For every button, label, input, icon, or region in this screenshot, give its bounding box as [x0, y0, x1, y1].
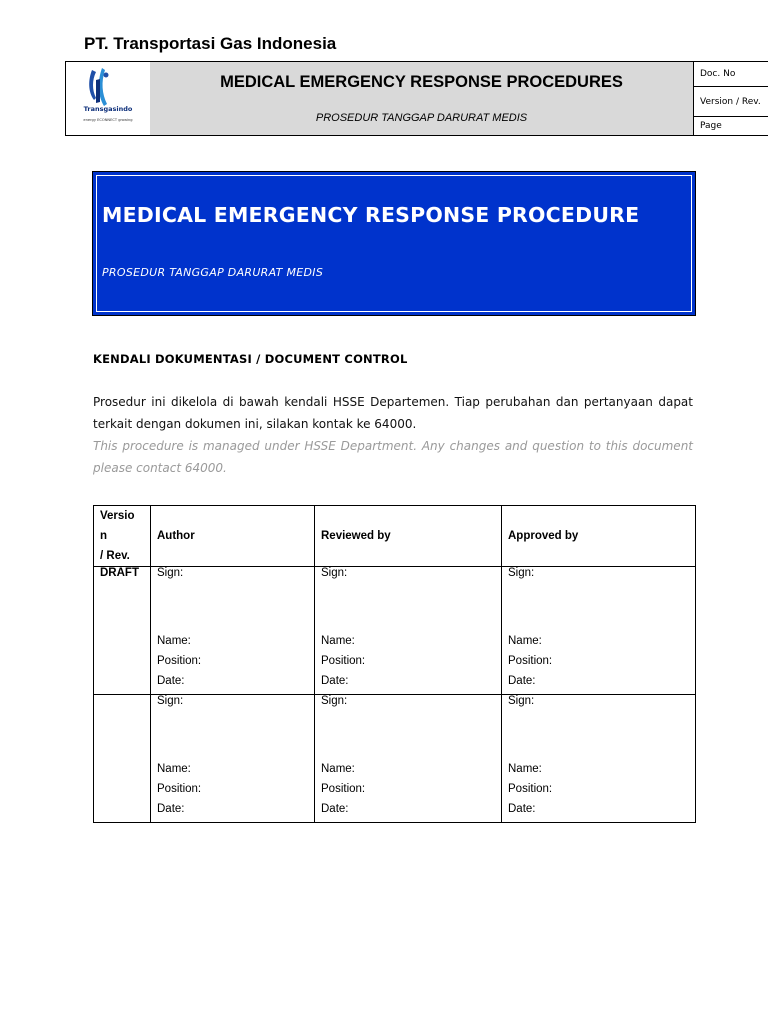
- approver-signature-cell: [502, 567, 696, 695]
- position-label: Position:: [321, 655, 366, 667]
- table-row: [94, 567, 696, 695]
- reviewer-signature-cell: [315, 567, 502, 695]
- date-label: Date:: [321, 803, 349, 815]
- reviewed-header: Reviewed by: [315, 506, 502, 567]
- header-subtitle: PROSEDUR TANGGAP DARURAT MEDIS: [315, 112, 528, 124]
- header-title: MEDICAL EMERGENCY RESPONSE PROCEDURES: [220, 73, 623, 91]
- date-label: Date:: [157, 675, 185, 687]
- logo-name: Transgasindo: [83, 105, 133, 113]
- author-header: Author: [151, 506, 315, 567]
- document-control-heading: KENDALI DOKUMENTASI / DOCUMENT CONTROL: [93, 352, 408, 366]
- banner-title: MEDICAL EMERGENCY RESPONSE PROCEDURE: [102, 203, 640, 227]
- logo-cell: [66, 62, 151, 135]
- sign-label: Sign:: [157, 567, 184, 579]
- name-label: Name:: [321, 635, 355, 647]
- version-header-line1: Versio: [100, 510, 135, 522]
- date-label: Date:: [321, 675, 349, 687]
- transgasindo-logo-icon: [66, 62, 150, 135]
- sign-label: Sign:: [508, 695, 535, 707]
- document-control-text-id: Prosedur ini dikelola di bawah kendali HSSE Departemen. Tiap perubahan dan pertanyaan dapat terkait dengan dokumen ini, silakan kontak ke 64000.: [93, 395, 693, 431]
- page-label: Page: [700, 121, 722, 131]
- name-label: Name:: [508, 763, 542, 775]
- title-banner-inner: [96, 175, 692, 312]
- title-banner: [92, 171, 696, 316]
- sign-label: Sign:: [321, 695, 348, 707]
- sign-label: Sign:: [508, 567, 535, 579]
- position-label: Position:: [157, 655, 202, 667]
- approval-table: [93, 505, 696, 823]
- table-row: [94, 695, 696, 823]
- banner-subtitle: PROSEDUR TANGGAP DARURAT MEDIS: [102, 266, 324, 279]
- name-label: Name:: [508, 635, 542, 647]
- name-label: Name:: [157, 635, 191, 647]
- approval-header-row: [94, 506, 696, 567]
- approved-header: Approved by: [502, 506, 696, 567]
- date-label: Date:: [508, 803, 536, 815]
- rev-cell: [94, 695, 151, 823]
- logo-tagline: energy ECONNECT growing: [83, 118, 133, 122]
- company-name: PT. Transportasi Gas Indonesia: [84, 34, 337, 53]
- position-label: Position:: [321, 783, 366, 795]
- author-signature-cell: [151, 695, 315, 823]
- date-label: Date:: [508, 675, 536, 687]
- name-label: Name:: [157, 763, 191, 775]
- approver-signature-cell: [502, 695, 696, 823]
- doc-no-label: Doc. No: [694, 62, 768, 87]
- position-label: Position:: [157, 783, 202, 795]
- header-meta-cell: [694, 62, 768, 135]
- sign-label: Sign:: [157, 695, 184, 707]
- reviewer-signature-cell: [315, 695, 502, 823]
- version-header-line2: n: [100, 530, 108, 542]
- name-label: Name:: [321, 763, 355, 775]
- rev-cell: DRAFT: [94, 567, 151, 695]
- position-label: Position:: [508, 783, 553, 795]
- author-signature-cell: [151, 567, 315, 695]
- version-header: [94, 506, 151, 567]
- document-header: [65, 61, 768, 136]
- version-header-line3: / Rev.: [100, 550, 130, 562]
- header-title-cell: [150, 62, 694, 135]
- version-label: Version / Rev.: [694, 87, 768, 117]
- position-label: Position:: [508, 655, 553, 667]
- date-label: Date:: [157, 803, 185, 815]
- sign-label: Sign:: [321, 567, 348, 579]
- document-control-text-en: This procedure is managed under HSSE Department. Any changes and question to this document please contact 64000.: [93, 439, 693, 475]
